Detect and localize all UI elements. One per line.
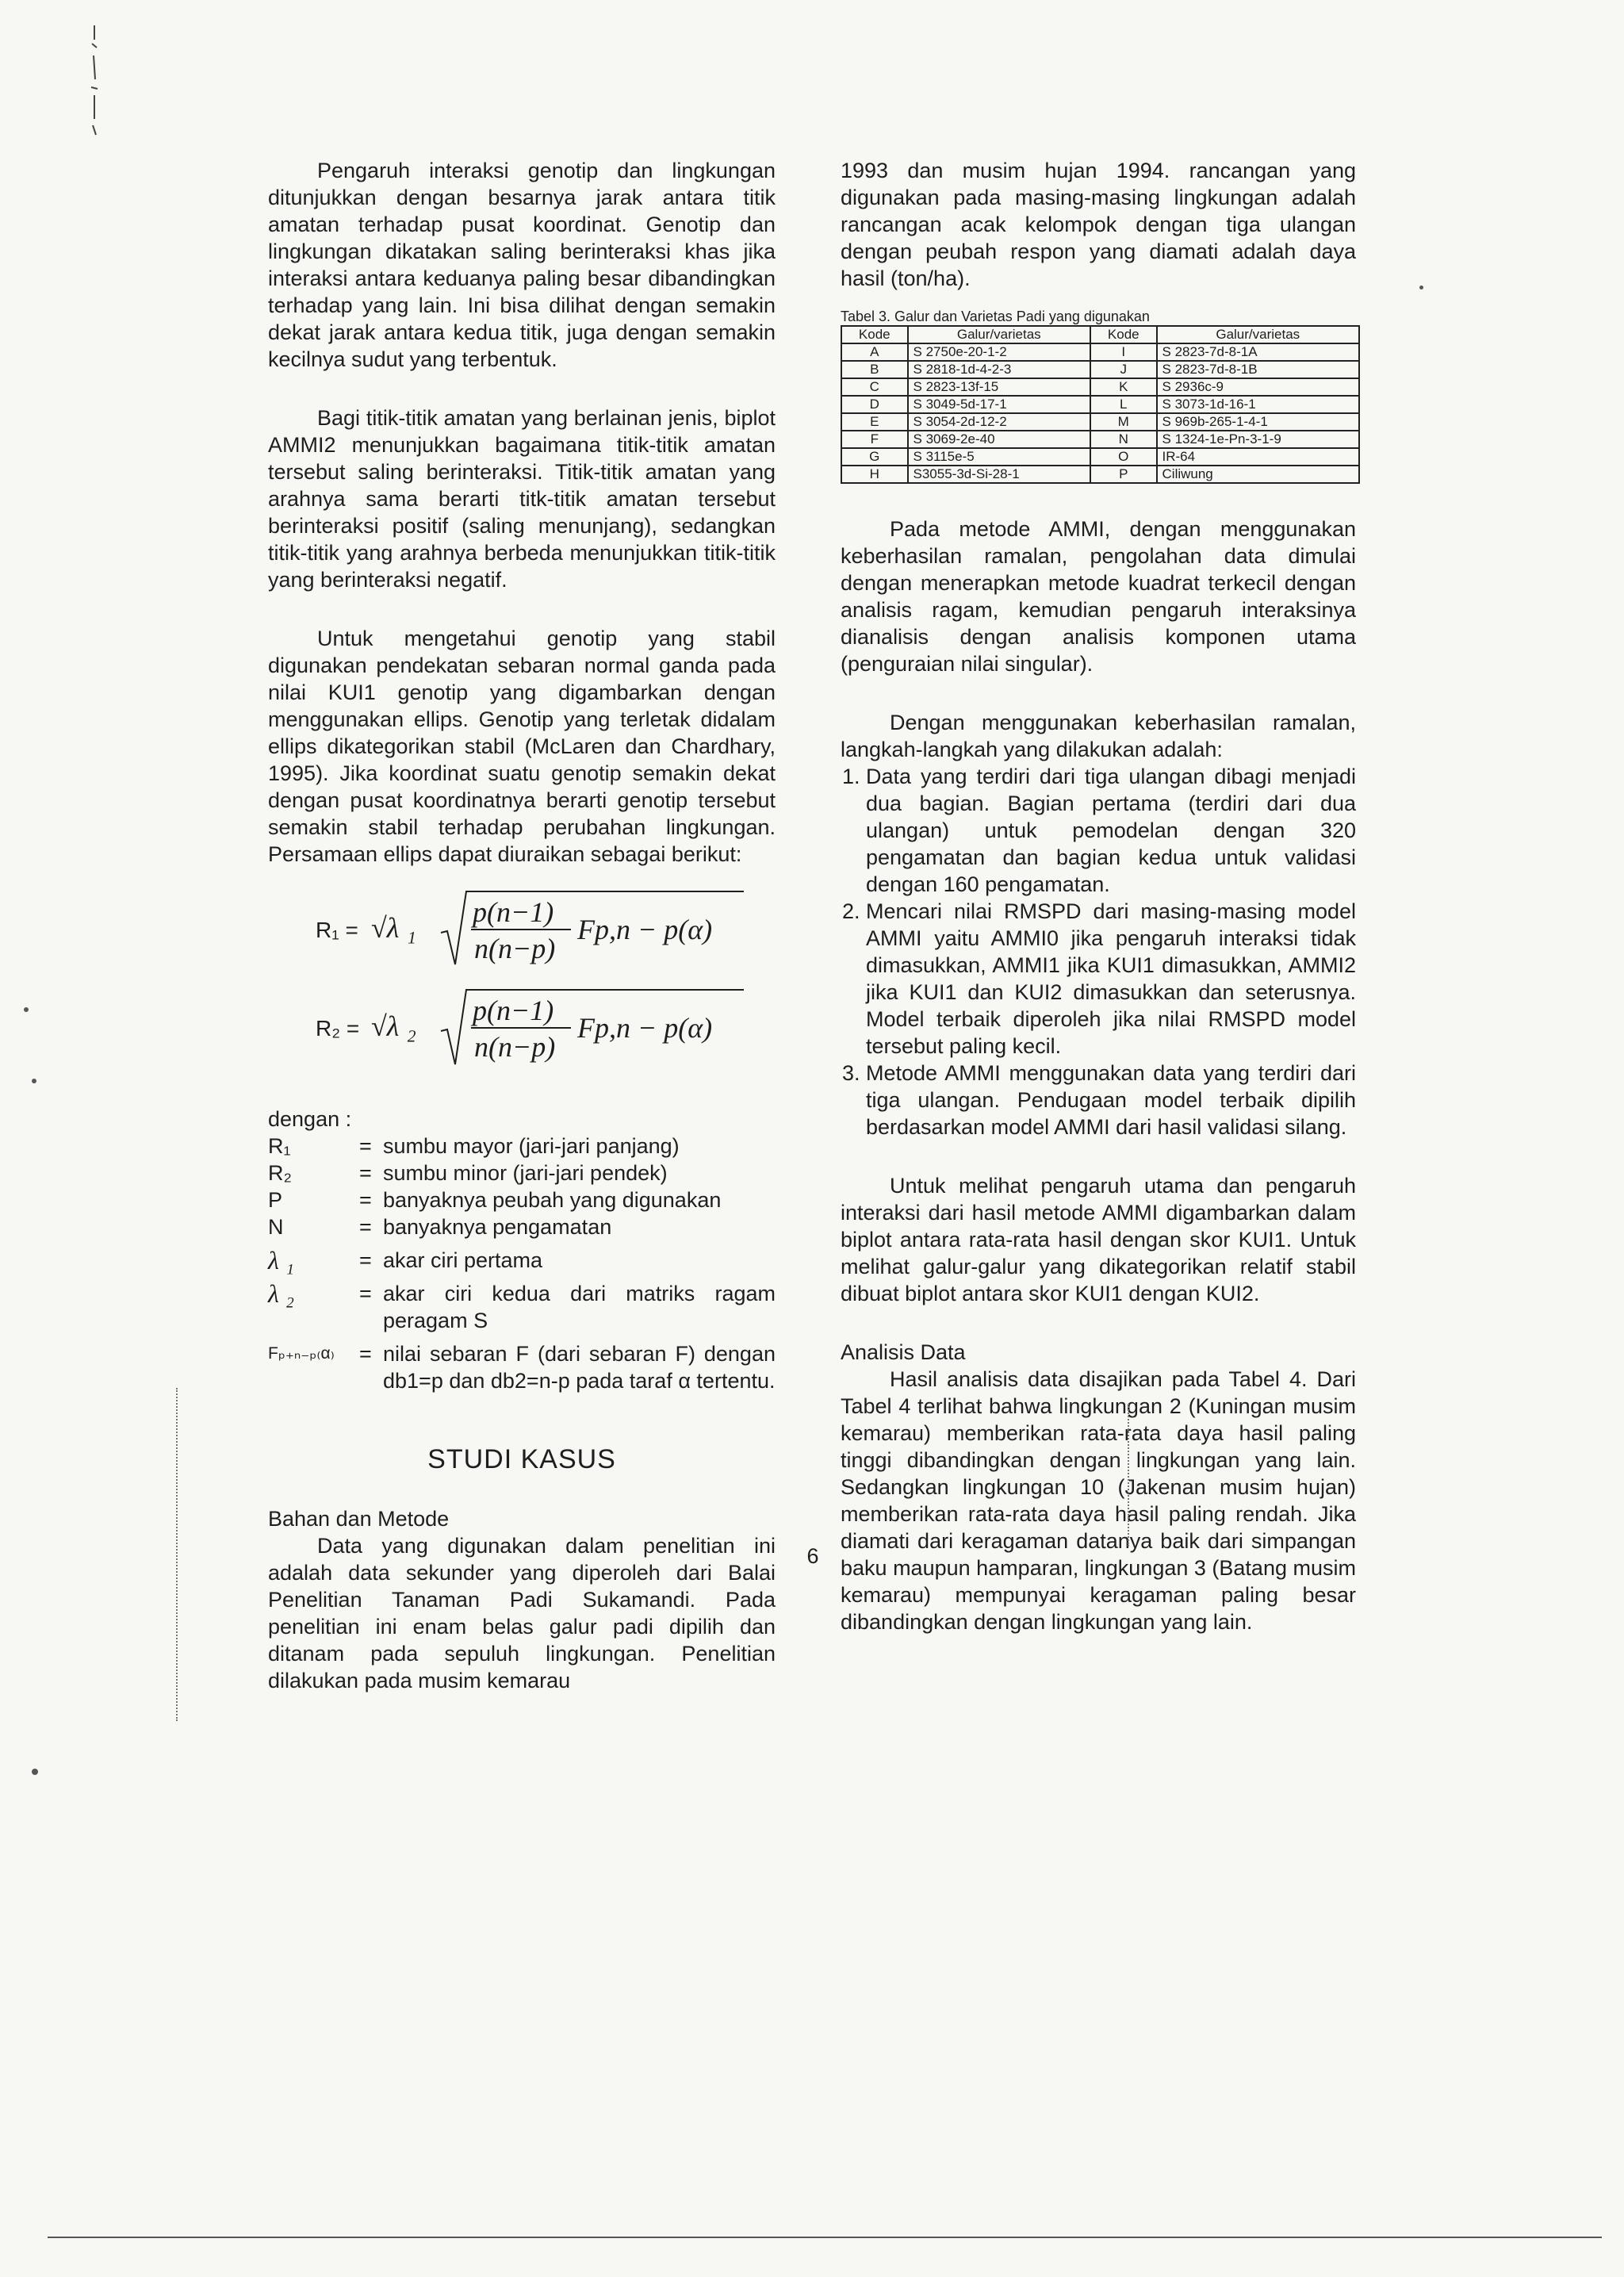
cell-galur: S 3069-2e-40: [908, 431, 1090, 448]
table-caption: Tabel 3. Galur dan Varietas Padi yang digunakan: [841, 309, 1150, 324]
def-equals: =: [359, 1134, 372, 1158]
symbol-definitions: [268, 1106, 776, 1394]
table-row: [841, 448, 1359, 466]
cell-galur: S 969b-265-1-4-1: [1157, 413, 1359, 431]
scan-speck: [1419, 286, 1423, 289]
def-symbol: R₂: [268, 1161, 292, 1185]
def-equals: =: [359, 1282, 372, 1305]
paragraph-rancangan: 1993 dan musim hujan 1994. rancangan yang digunakan pada masing-masing lingkungan adalah rancangan acak kelompok dengan tiga ulangan dengan peubah respon yang diamati adalah daya hasil (ton/ha).: [841, 159, 1356, 290]
header-kode: Kode: [1090, 326, 1157, 343]
numerator-1: p(n−1): [473, 896, 554, 928]
definition-row: [268, 1280, 776, 1334]
scan-speck: [32, 1079, 36, 1083]
def-symbol: P: [268, 1188, 283, 1212]
table-row: [841, 431, 1359, 448]
cell-galur: S 1324-1e-Pn-3-1-9: [1157, 431, 1359, 448]
cell-kode: M: [1090, 413, 1157, 431]
scan-speck: [24, 1007, 29, 1012]
paragraph-biplot-ammi: Untuk melihat pengaruh utama dan pengaruh interaksi dari hasil metode AMMI digambarkan dalam biplot antara rata-rata hasil dengan skor KUI1. Untuk melihat galur-galur yang dikategorikan relatif stabil dibuat biplot antara skor KUI1 dengan KUI2.: [841, 1174, 1356, 1305]
ellipse-formula: [316, 885, 776, 1083]
table-header-row: [841, 326, 1359, 343]
header-galur: Galur/varietas: [1157, 326, 1359, 343]
def-symbol: λ ₂: [268, 1279, 294, 1308]
cell-galur: S 2818-1d-4-2-3: [908, 361, 1090, 378]
right-column: [841, 157, 1356, 1635]
page-number: 6: [806, 1544, 819, 1568]
table-row: [841, 343, 1359, 361]
def-equals: =: [359, 1215, 372, 1239]
list-item: 2. Mencari nilai RMSPD dari masing-masing model AMMI yaitu AMMI0 jika pengaruh interaksi tidak dimasukkan, AMMI1 jika KUI1 dimasukkan, AMMI2 jika KUI1 dan KUI2 dimasukkan dan seterusnya. Model terbaik diperoleh jika nilai RMSPD model tersebut paling kecil.: [866, 898, 1356, 1060]
varietas-table: [841, 325, 1360, 484]
cell-kode: I: [1090, 343, 1157, 361]
cell-kode: J: [1090, 361, 1157, 378]
paragraph-ellips: Untuk mengetahui genotip yang stabil digunakan pendekatan sebaran normal ganda pada nilai KUI1 genotip yang digambarkan dengan menggunakan ellips. Genotip yang terletak didalam ellips dikategorikan stabil (McLaren dan Chardhary, 1995). Jika koordinat suatu genotip semakin dekat dengan pusat koordinatnya berarti genotip tersebut semakin stabil terhadap perubahan lingkungan. Persamaan ellips dapat diuraikan sebagai berikut:: [268, 627, 776, 866]
header-galur: Galur/varietas: [908, 326, 1090, 343]
cell-galur: S 3115e-5: [908, 448, 1090, 466]
def-text: banyaknya peubah yang digunakan: [383, 1188, 722, 1212]
def-text: akar ciri pertama: [383, 1248, 543, 1272]
definition-row: [268, 1160, 776, 1186]
def-symbol: R₁: [268, 1134, 291, 1158]
r1-label: R₁ =: [316, 918, 358, 942]
def-text: banyaknya pengamatan: [383, 1215, 612, 1239]
def-equals: =: [359, 1188, 372, 1212]
section-title-studi-kasus: STUDI KASUS: [427, 1444, 616, 1474]
paragraph-data: Data yang digunakan dalam penelitian ini adalah data sekunder yang diperoleh dari Balai Penelitian Tanaman Padi Sukamandi. Pada penelitian ini enam belas galur padi dipilih dan ditanam pada sepuluh lingkungan. Penelitian dilakukan pada musim kemarau: [268, 1534, 776, 1692]
cell-galur: S 2936c-9: [1157, 378, 1359, 396]
definition-row: [268, 1213, 776, 1240]
cell-galur: IR-64: [1157, 448, 1359, 466]
cell-galur: S 3054-2d-12-2: [908, 413, 1090, 431]
definition-row: [268, 1186, 776, 1213]
subheading-bahan-metode: Bahan dan Metode: [268, 1507, 450, 1531]
cell-kode: K: [1090, 378, 1157, 396]
paragraph-langkah: Dengan menggunakan keberhasilan ramalan, langkah-langkah yang dilakukan adalah:: [841, 711, 1356, 761]
binding-marks: [87, 24, 102, 143]
header-kode: Kode: [841, 326, 908, 343]
cell-kode: D: [841, 396, 908, 413]
lambda2-term: √λ ₂: [371, 1010, 416, 1042]
cell-kode: C: [841, 378, 908, 396]
paragraph-interaksi: Pengaruh interaksi genotip dan lingkungan ditunjukkan dengan besarnya jarak antara titik amatan terhadap pusat koordinat. Genotip dan lingkungan dikatakan saling berinteraksi khas jika interaksi antara keduanya paling besar dibandingkan terhadap yang lain. Ini bisa dilihat dengan semakin dekat jarak antara kedua titik, juga dengan semakin kecilnya sudut yang terbentuk.: [268, 159, 776, 371]
f-term-2: Fp,n − p(α): [577, 1012, 713, 1044]
cell-kode: E: [841, 413, 908, 431]
def-equals: =: [359, 1342, 372, 1366]
cell-galur: S 2750e-20-1-2: [908, 343, 1090, 361]
def-symbol: Fₚ₊ₙ₋ₚ₍α₎: [268, 1344, 335, 1363]
cell-kode: H: [841, 466, 908, 483]
cell-galur: S 3049-5d-17-1: [908, 396, 1090, 413]
lambda1-term: √λ ₁: [371, 912, 416, 944]
table-row: [841, 378, 1359, 396]
def-symbol: N: [268, 1215, 284, 1239]
definition-row: [268, 1133, 776, 1160]
dengan-label: dengan :: [268, 1107, 352, 1131]
cell-kode: G: [841, 448, 908, 466]
scan-artifact: [176, 1388, 179, 1721]
cell-galur: S 2823-7d-8-1B: [1157, 361, 1359, 378]
subheading-analisis-data: Analisis Data: [841, 1340, 966, 1364]
cell-kode: N: [1090, 431, 1157, 448]
def-text: akar ciri kedua dari matriks ragam peragam S: [383, 1282, 776, 1332]
numerator-2: p(n−1): [473, 995, 554, 1026]
table-row: [841, 413, 1359, 431]
cell-galur: S3055-3d-Si-28-1: [908, 466, 1090, 483]
cell-kode: A: [841, 343, 908, 361]
paragraph-metode-ammi: Pada metode AMMI, dengan menggunakan keberhasilan ramalan, pengolahan data dimulai dengan menerapkan metode kuadrat terkecil dengan analisis ragam, kemudian pengaruh interaksinya dianalisis dengan analisis komponen utama (penguraian nilai singular).: [841, 517, 1356, 676]
cell-galur: S 2823-7d-8-1A: [1157, 343, 1359, 361]
table-row: [841, 361, 1359, 378]
list-item: 3. Metode AMMI menggunakan data yang terdiri dari tiga ulangan. Pendugaan model terbaik dipilih berdasarkan model AMMI dari hasil validasi silang.: [866, 1060, 1356, 1140]
def-equals: =: [359, 1248, 372, 1272]
cell-galur: Ciliwung: [1157, 466, 1359, 483]
def-equals: =: [359, 1161, 372, 1185]
cell-kode: P: [1090, 466, 1157, 483]
table-row: [841, 396, 1359, 413]
definition-row: [268, 1340, 776, 1394]
scan-speck: [32, 1769, 38, 1775]
steps-list: [841, 763, 1356, 1140]
scan-artifact: [1128, 1404, 1131, 1547]
paragraph-biplot: Bagi titik-titik amatan yang berlainan jenis, biplot AMMI2 menunjukkan bagaimana titik-titik amatan tersebut saling berinteraksi. Titik-titik amatan yang arahnya sama berarti titk-titik amatan tersebut berinteraksi positif (saling menunjang), sedangkan titik-titik yang arahnya berbeda menunjukkan titik-titik yang berinteraksi negatif.: [268, 406, 776, 592]
def-text: sumbu minor (jari-jari pendek): [383, 1161, 668, 1185]
cell-galur: S 2823-13f-15: [908, 378, 1090, 396]
def-text: sumbu mayor (jari-jari panjang): [383, 1134, 680, 1158]
cell-kode: B: [841, 361, 908, 378]
denominator-2: n(n−p): [474, 1031, 556, 1063]
table-row: [841, 466, 1359, 483]
list-item: 1. Data yang terdiri dari tiga ulangan dibagi menjadi dua bagian. Bagian pertama (terdiri dari dua ulangan) untuk pemodelan dengan 320 pengamatan dan bagian kedua untuk validasi dengan 160 pengamatan.: [866, 763, 1356, 898]
denominator-1: n(n−p): [474, 933, 556, 964]
f-term-1: Fp,n − p(α): [577, 914, 713, 945]
bottom-scan-line: [48, 2237, 1602, 2238]
paragraph-hasil-analisis: Hasil analisis data disajikan pada Tabel 4. Dari Tabel 4 terlihat bahwa lingkungan 2 (Kuningan musim kemarau) memberikan rata-rata daya hasil paling tinggi dibandingkan dengan lingkungan yang lain. Sedangkan lingkungan 10 (Jakenan musim hujan) memberikan rata-rata daya hasil paling rendah. Jika diamati dari keragaman datanya baik dari simpangan baku maupun hamparan, lingkungan 3 (Batang musim kemarau) mempunyai keragaman paling besar dibandingkan dengan lingkungan yang lain.: [841, 1367, 1356, 1634]
r2-label: R₂ =: [316, 1016, 360, 1041]
cell-galur: S 3073-1d-16-1: [1157, 396, 1359, 413]
cell-kode: O: [1090, 448, 1157, 466]
cell-kode: L: [1090, 396, 1157, 413]
definition-row: [268, 1247, 776, 1274]
def-symbol: λ ₁: [268, 1246, 294, 1275]
def-text: nilai sebaran F (dari sebaran F) dengan db1=p dan db2=n-p pada taraf α tertentu.: [383, 1342, 776, 1393]
left-column: [268, 157, 776, 1694]
cell-kode: F: [841, 431, 908, 448]
formula-svg: [316, 885, 760, 1083]
